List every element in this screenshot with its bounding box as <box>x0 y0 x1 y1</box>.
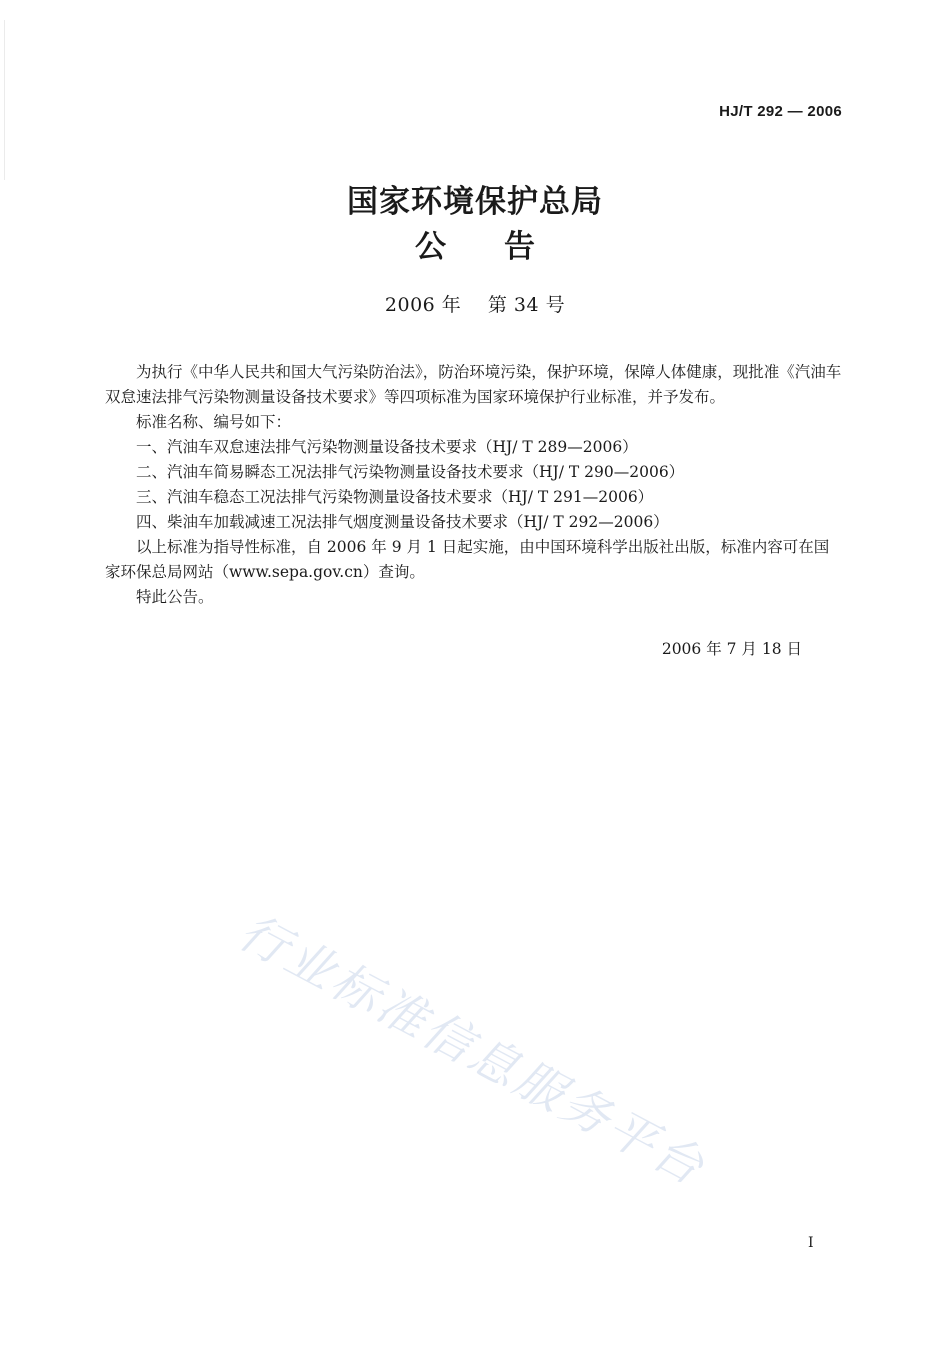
watermark: 行业标准信息服务平台 <box>229 903 716 1198</box>
standard-item-4: 四、柴油车加载减速工况法排气烟度测量设备技术要求（HJ/ T 292—2006） <box>136 513 669 531</box>
body-paragraph-3: 以上标准为指导性标准，自 2006 年 9 月 1 日起实施，由中国环境科学出版社出版，标准内容可在国家环保总局网站（www.sepa.gov.cn）查询。 <box>105 538 830 581</box>
standard-item-2: 二、汽油车简易瞬态工况法排气污染物测量设备技术要求（HJ/ T 290—2006） <box>136 463 685 481</box>
issue-no: 第 34 号 <box>487 294 566 316</box>
announcement-date: 2006 年 7 月 18 日 <box>661 640 802 658</box>
standard-item-3: 三、汽油车稳态工况法排气污染物测量设备技术要求（HJ/ T 291—2006） <box>136 488 654 506</box>
announcement-title: 公告 <box>415 229 593 265</box>
standard-item-1: 一、汽油车双怠速法排气污染物测量设备技术要求（HJ/ T 289—2006） <box>136 438 638 456</box>
body-paragraph-1: 为执行《中华人民共和国大气污染防治法》，防治环境污染，保护环境，保障人体健康，现批准《汽油车双怠速法排气污染物测量设备技术要求》等四项标准为国家环境保护行业标准，并予发布。 <box>105 363 842 406</box>
body-paragraph-4: 特此公告。 <box>136 588 214 606</box>
issue-number <box>0 290 950 317</box>
body-paragraph-2: 标准名称、编号如下： <box>136 413 292 431</box>
page-number: I <box>808 1235 814 1251</box>
scan-edge-mark <box>4 20 5 180</box>
issuer-title: 国家环境保护总局 <box>347 184 603 220</box>
announcement-body <box>105 360 843 610</box>
standard-code: HJ/T 292 — 2006 <box>719 103 842 120</box>
issue-year: 2006 年 <box>384 294 462 316</box>
